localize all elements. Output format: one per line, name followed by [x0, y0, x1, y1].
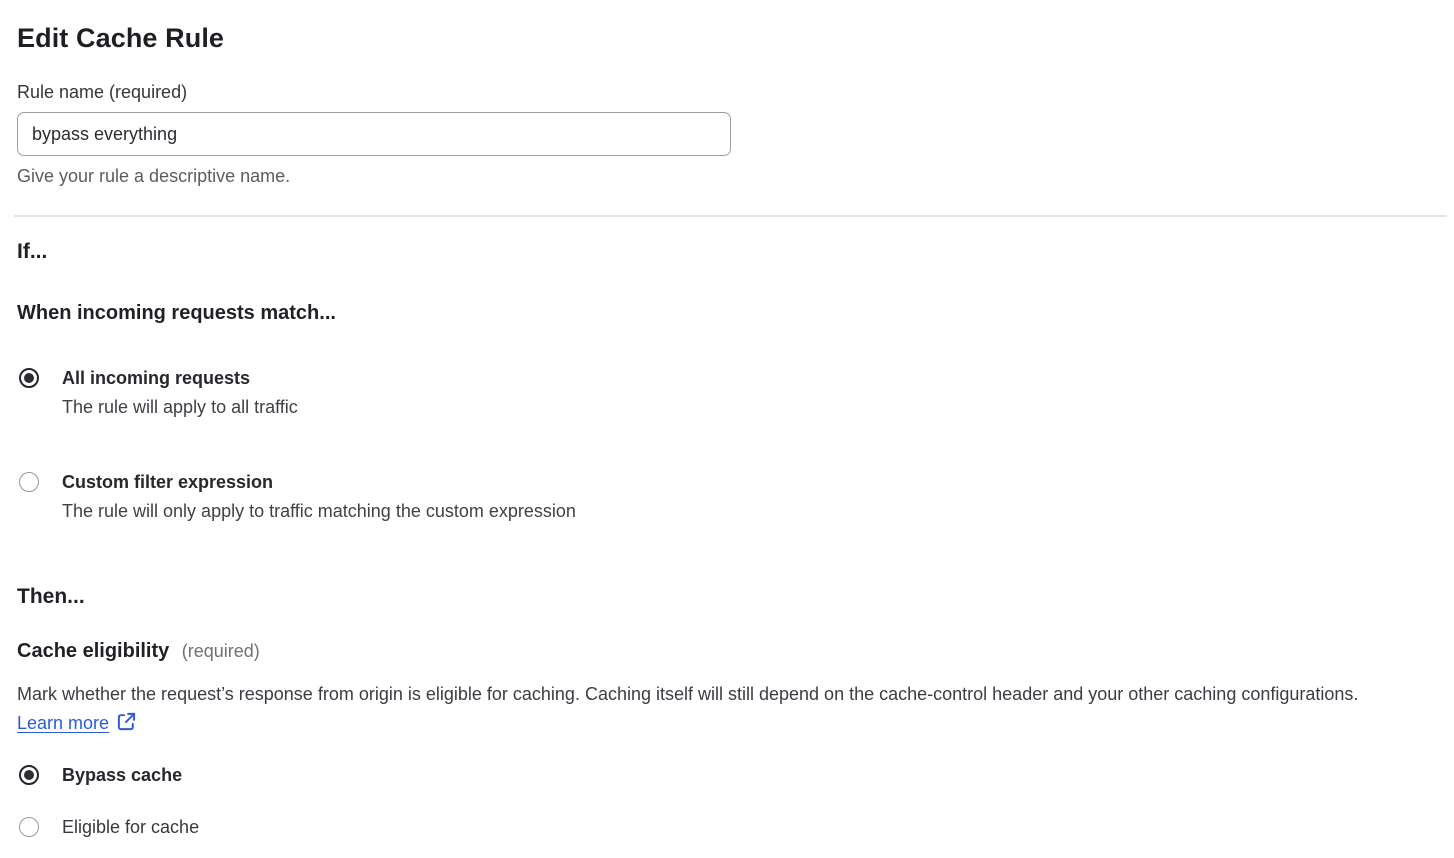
incoming-requests-match-subheading: When incoming requests match...	[17, 302, 336, 324]
section-divider	[14, 215, 1447, 217]
cache-eligibility-description	[17, 680, 1409, 741]
rule-name-helper-text: Give your rule a descriptive name.	[17, 166, 291, 186]
radio-option-label[interactable]: All incoming requests	[62, 368, 251, 388]
radio-option-bypass-cache[interactable]	[17, 763, 1454, 788]
radio-option-all-incoming-requests[interactable]	[17, 366, 1454, 420]
radio-option-label[interactable]: Bypass cache	[62, 765, 183, 785]
learn-more-link[interactable]: Learn more	[17, 713, 137, 733]
radio-option-label[interactable]: Eligible for cache	[62, 817, 200, 837]
page-title: Edit Cache Rule	[17, 23, 225, 53]
external-link-icon[interactable]	[116, 711, 137, 741]
then-section-heading: Then...	[17, 585, 85, 608]
radio-option-custom-filter-expression[interactable]	[17, 470, 1454, 524]
if-section-heading: If...	[17, 240, 48, 263]
radio-button-selected-icon[interactable]	[19, 368, 39, 388]
radio-option-description: The rule will apply to all traffic	[62, 397, 298, 417]
radio-button-unselected-icon[interactable]	[19, 817, 39, 837]
radio-button-selected-icon[interactable]	[19, 765, 39, 785]
radio-option-eligible-for-cache[interactable]	[17, 815, 1454, 840]
radio-button-unselected-icon[interactable]	[19, 472, 39, 492]
cache-eligibility-description-text: Mark whether the request’s response from origin is eligible for caching. Caching itself will still depend on the cache-control header and your other caching configurations.	[17, 684, 1359, 704]
rule-name-label: Rule name (required)	[17, 82, 188, 102]
radio-option-description: The rule will only apply to traffic matching the custom expression	[62, 501, 576, 521]
cache-eligibility-heading	[17, 639, 1454, 665]
rule-name-input[interactable]	[17, 112, 731, 156]
cache-eligibility-title: Cache eligibility	[17, 640, 170, 662]
radio-option-label[interactable]: Custom filter expression	[62, 472, 274, 492]
required-note: (required)	[181, 641, 260, 661]
